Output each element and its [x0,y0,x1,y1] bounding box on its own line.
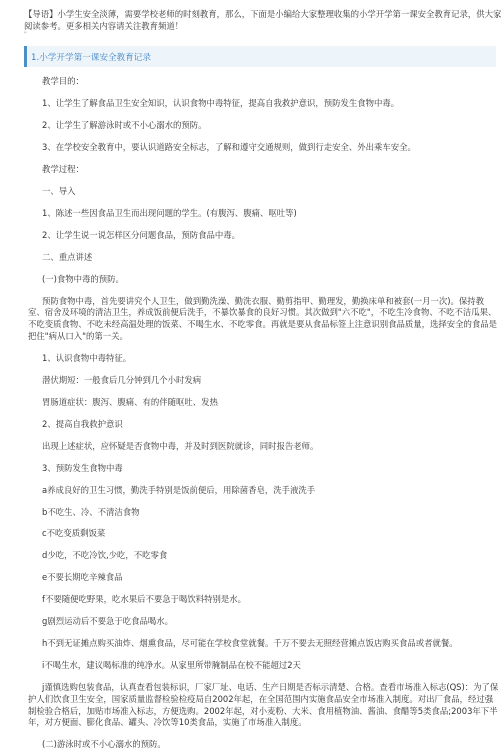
paragraph: 1、陈述一些因食品卫生而出现问题的学生。(有腹泻、腹痛、呕吐等) [42,207,297,218]
paragraph: b不吃生、冷、不清洁食物 [42,506,140,517]
paragraph: 胃肠道症状：腹泻、腹痛、有的伴随呕吐、发热 [42,396,218,407]
intro-text: 【导语】小学生安全淡薄，需要学校老师的时刻教育，那么，下面是小编给大家整理收集的小学开学第一课安全教育记录，供大家阅读参考。更多相关内容请关注教育频道！ [24,9,502,31]
paragraph: 一、导入 [42,185,76,196]
paragraph: (二)游泳时或不小心溺水的预防。 [42,739,166,750]
paragraph: c不吃变质剩饭菜 [42,528,106,539]
paragraph: 3、预防发生食物中毒 [42,462,123,473]
paragraph: f不要随便吃野果，吃水果后不要急于喝饮料特别是水。 [42,594,246,605]
paragraph: 二、重点讲述 [42,251,93,262]
paragraph: 出现上述症状，应怀疑是否食物中毒，并及时到医院就诊，同时报告老师。 [42,440,319,451]
paragraph: i不喝生水，建议喝标准的纯净水。从家里所带腌制品在校不能超过2天 [42,660,301,671]
section-title: 1.小学开学第一课安全教育记录 [31,52,151,63]
paragraph: 预防食物中毒，首先要讲究个人卫生，做到勤洗澡、勤洗衣服、勤剪指甲、勤理发，勤换床单和被套(一月一次)。保持教室、宿舍及环境的清洁卫生，养成饭前便后洗手，不暴饮暴食的良好习惯。其次做到"六不吃"，不吃生冷食物、不吃不洁瓜果、不吃变质食物、不吃未经高温处理的饭菜、不喝生水、不吃零食。再就是要从食品标签上注意识别食品质量，选择安全的食品是把住"病从口入"的第一关。 [28,295,497,341]
section-header [24,46,496,67]
paragraph: 教学目的： [42,76,84,86]
paragraph: 2、让学生说一说怎样区分问题食品，预防食品中毒。 [42,229,240,240]
paragraph: 潜伏期短：一般食后几分钟到几个小时发病 [42,374,202,385]
paragraph: 1、让学生了解食品卫生安全知识，认识食物中毒特征，提高自我救护意识，预防发生食物中毒。 [42,97,400,108]
paragraph: g剧烈运动后不要急于吃食品喝水。 [42,616,173,627]
paragraph: 1、认识食物中毒特征。 [42,352,132,363]
paragraph: a养成良好的卫生习惯，勤洗手特别是饭前便后，用除菌香皂，洗手液洗手 [42,484,316,495]
article-content [28,76,499,751]
intro-block [24,8,502,32]
paragraph: j谨慎选购包装食品，认真查看包装标识，厂家厂址、电话、生产日期是否标示清楚、合格。查看市场准入标志(QS)：为了保护人们饮食卫生安全，国家质量监督检验检疫局自2002年起，在全国范围内实施食品安全市场准入制度。对出厂食品，经过强制检验合格后，加贴市场准入标志，方便选购。2002年起，对小麦粉、大米、食用植物油、酱油、食醋等5类食品;2003年下半年，对方便面、膨化食品、罐头、冷饮等10类食品，实施了市场准入制度。 [28,682,499,728]
paragraph: d少吃，不吃冷饮,少吃，不吃零食 [42,550,168,561]
paragraph: 2、提高自我救护意识 [42,418,123,429]
paragraph: 2、让学生了解游泳时或不小心溺水的预防。 [42,119,207,130]
paragraph: e不要长期吃辛辣食品 [42,572,123,583]
paragraph: 3、在学校安全教育中，要认识道路安全标志，了解和遵守交通规则，做到行走安全、外出乘车安全。 [42,141,416,152]
paragraph: (一)食物中毒的预防。 [42,273,124,284]
paragraph: 教学过程： [42,163,84,174]
intro-mark: " [24,31,27,38]
paragraph: h不到无证摊点购买油炸、烟熏食品，尽可能在学校食堂就餐。千万不要去无照经营摊点饭店购买食品或者就餐。 [42,638,458,649]
